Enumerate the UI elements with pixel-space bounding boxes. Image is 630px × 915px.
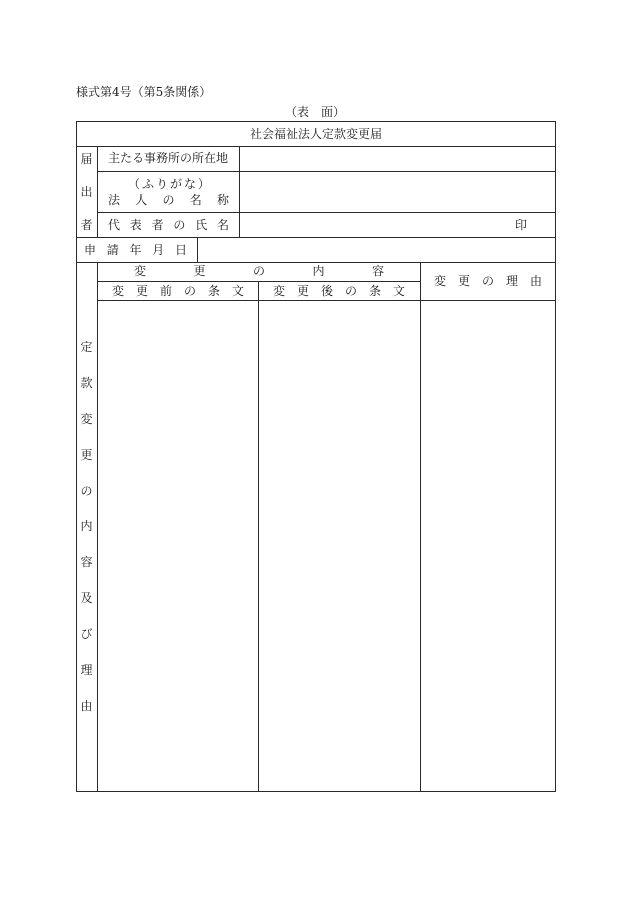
furigana-label <box>128 178 210 190</box>
reason-label-char: 由 <box>529 274 542 288</box>
form-side-label: （表 面） <box>284 105 345 119</box>
change-contents-char: 内 <box>312 264 325 278</box>
form-title: 社会福祉法人定款変更届 <box>249 127 382 141</box>
section-label <box>76 341 97 712</box>
before-label-char: 変 <box>112 284 125 298</box>
before-label-char: 前 <box>159 284 172 298</box>
seal-label: 印 <box>515 218 528 232</box>
corp-name-label <box>108 194 229 206</box>
corp-name-char: 法 <box>108 193 121 207</box>
change-contents-char: 変 <box>134 264 147 278</box>
application-date-field[interactable] <box>198 238 555 262</box>
date-label-char: 申 <box>84 243 97 257</box>
furigana-char: （ <box>128 177 141 191</box>
after-label-char: 条 <box>368 284 381 298</box>
furigana-char: ふ <box>141 177 154 191</box>
change-contents-char: の <box>252 264 265 278</box>
rep-name-char: 者 <box>151 218 164 232</box>
reason-text-area[interactable] <box>421 301 555 791</box>
application-date-label <box>84 244 187 256</box>
corp-name-char: 称 <box>216 193 229 207</box>
after-text-area[interactable] <box>259 301 420 791</box>
section-label-char: 更 <box>80 447 93 462</box>
applicant-label-2: 出 <box>80 185 93 199</box>
section-label-char: 変 <box>80 411 93 426</box>
after-label-char: 文 <box>392 284 405 298</box>
date-label-char: 日 <box>174 243 187 257</box>
section-label-char: 定 <box>80 340 93 354</box>
change-contents-label <box>134 265 384 277</box>
change-contents-char: 更 <box>193 264 206 278</box>
after-label-char: の <box>344 284 357 298</box>
reason-label <box>434 275 542 287</box>
furigana-char: り <box>155 177 168 191</box>
section-label-char: 及 <box>80 591 93 606</box>
furigana-char: ） <box>197 177 210 191</box>
section-label-char: び <box>80 627 93 642</box>
office-location-field[interactable] <box>240 147 555 171</box>
section-label-char: の <box>80 483 93 498</box>
date-label-char: 年 <box>129 243 142 257</box>
change-contents-char: 容 <box>371 264 384 278</box>
corp-name-char: 名 <box>189 193 202 207</box>
applicant-label-1: 届 <box>80 152 93 166</box>
before-label-char: の <box>183 284 196 298</box>
form-number: 様式第4号（第5条関係） <box>76 85 212 99</box>
reason-label-char: 更 <box>457 274 470 288</box>
reason-label-char: の <box>481 274 494 288</box>
after-label-char: 更 <box>296 284 309 298</box>
rep-name-char: 氏 <box>195 218 208 232</box>
corp-name-char: 人 <box>135 193 148 207</box>
row-divider-date <box>76 262 556 263</box>
date-label-char: 月 <box>152 243 165 257</box>
reason-label-char: 理 <box>505 274 518 288</box>
before-text-area[interactable] <box>98 301 258 791</box>
after-label-char: 後 <box>320 284 333 298</box>
corp-name-char: の <box>162 193 175 207</box>
section-label-char: 由 <box>80 698 93 713</box>
rep-name-label <box>108 219 229 231</box>
section-label-char: 内 <box>80 519 93 534</box>
date-label-char: 請 <box>106 243 119 257</box>
after-label-char: 変 <box>273 284 286 298</box>
before-label-char: 条 <box>207 284 220 298</box>
reason-label-char: 変 <box>434 274 447 288</box>
after-label <box>273 285 405 297</box>
before-label <box>112 285 244 297</box>
rep-name-char: 名 <box>216 218 229 232</box>
section-label-char: 理 <box>80 663 93 678</box>
furigana-char: な <box>183 177 196 191</box>
corp-name-field[interactable] <box>240 172 555 212</box>
rep-name-char: 代 <box>108 218 121 232</box>
applicant-label-3: 者 <box>80 218 93 232</box>
col-divider-applicant <box>97 146 98 237</box>
before-label-char: 文 <box>231 284 244 298</box>
before-label-char: 更 <box>135 284 148 298</box>
rep-name-field[interactable] <box>240 213 510 237</box>
rep-name-char: 表 <box>129 218 142 232</box>
rep-name-char: の <box>173 218 186 232</box>
office-location-label: 主たる事務所の所在地 <box>108 151 229 165</box>
section-label-char: 款 <box>80 375 93 390</box>
furigana-char: が <box>169 177 182 191</box>
section-label-char: 容 <box>80 555 93 570</box>
